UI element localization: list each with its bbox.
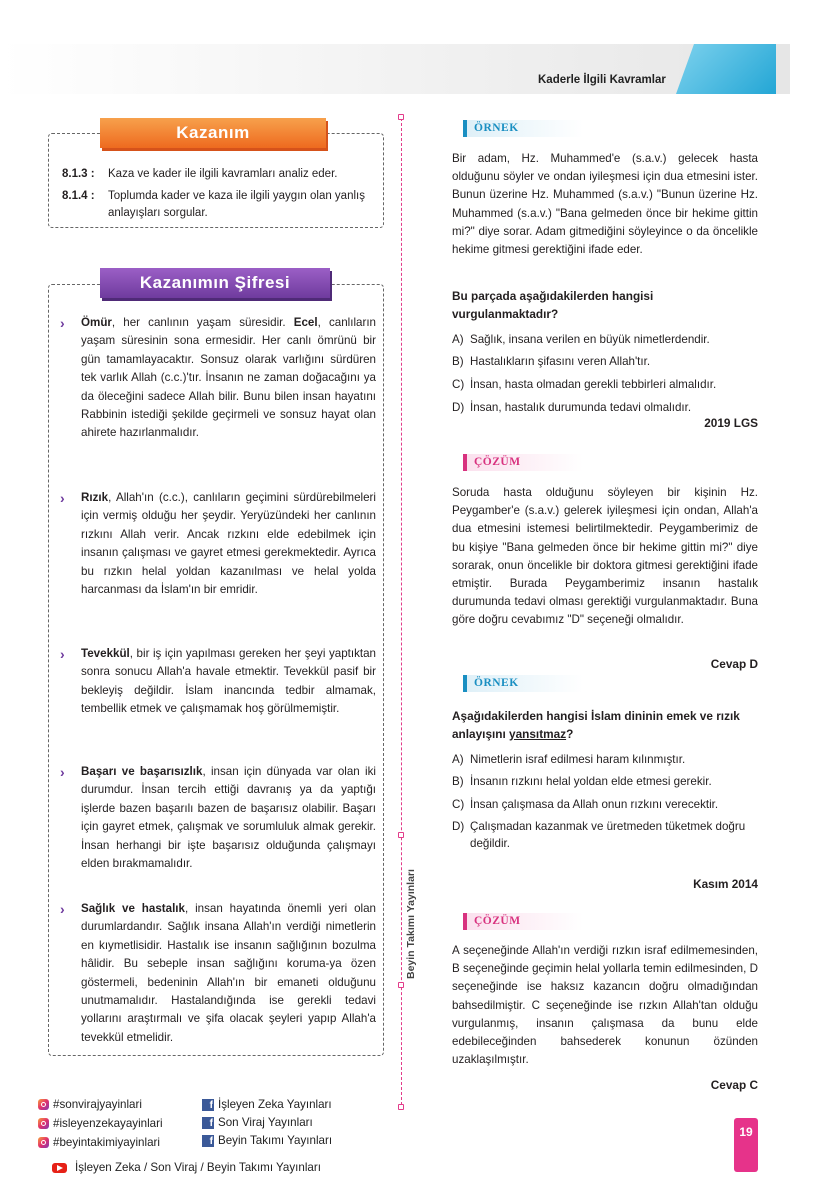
concept-entry-omur bbox=[60, 314, 376, 443]
option-text: Hastalıkların şifasını veren Allah'tır. bbox=[470, 355, 651, 368]
objective-item bbox=[62, 166, 370, 183]
question-text: Bu parçada aşağıdakilerden hangisi vurgulanmaktadır? bbox=[452, 289, 654, 321]
concept-text: , canlıların yaşam süresinin sona ermesidir. Her canlı ömrünü bir gün tamamlayacaktır. Sonsuz olarak varlığını sürdüren tek varlık Allah (c.c.)'tır. İnsanın ne zaman doğacağını ya da öleceğini sadece Allah bilir. Bunu bilen insan hayatını Rabbinin istediği şekilde geçirmeli ve sonsuz hayat olan ahirete hazırlanmalıdır. bbox=[81, 316, 376, 440]
concept-entry-basari bbox=[60, 763, 376, 873]
solution-text: Soruda hasta olduğunu söyleyen bir kişinin Hz. Peygamber'e (s.a.v.) gelerek iyileşmesi için ondan, Allah'a dua etmesini istemesi belirtilmektedir. Peygamberimiz de bu kişiye "Bana gelmeden önce bir hekime gittin mi?" diye sorarak, onun öncelikle bir doktora gitmesi gerektiğini ifade etmiştir. Burada Peygamberimiz insanın hastalık durumunda tedavi olması gerektiği vurgulanmaktadır. Buna göre doğru cevabımız "D" seçeneği olmalıdır. bbox=[452, 486, 758, 627]
question-source: 2019 LGS bbox=[704, 416, 758, 430]
instagram-handle: #isleyenzekayayinlari bbox=[53, 1117, 163, 1130]
instagram-icon bbox=[38, 1118, 49, 1129]
question-part: Aşağıdakilerden hangisi İslam dininin emek ve rızık anlayışını bbox=[452, 709, 740, 741]
option-letter: B) bbox=[452, 355, 464, 368]
instagram-handle: #sonvirajyayinlari bbox=[53, 1098, 142, 1111]
question-source: Kasım 2014 bbox=[693, 877, 758, 891]
facebook-page-name: Son Viraj Yayınları bbox=[218, 1116, 313, 1129]
page-number: 19 bbox=[734, 1118, 758, 1172]
objective-code: 8.1.4 : bbox=[62, 190, 95, 202]
solution-text: A seçeneğinde Allah'ın verdiği rızkın israf edilmemesinden, B seçeneğinde geçimin helal yollarla temin edilmesinden, D seçeneğinde ise haksız kazancın doğru olmadığından bahsedilmiştir. C seçeneğinde ise rızkın Allah'tan olduğu vurgulanmış, insanın çalışmasa da bunu elde edebileceğinden bahsederek konunun özünden uzaklaşılmıştır. bbox=[452, 944, 758, 1067]
chevron-right-icon: › bbox=[60, 901, 65, 917]
facebook-page-name: Beyin Takımı Yayınları bbox=[218, 1134, 333, 1147]
option-text: İnsan, hastalık durumunda tedavi olmalıdır. bbox=[470, 401, 692, 414]
cozum-tag: ÇÖZÜM bbox=[463, 913, 583, 930]
facebook-link[interactable] bbox=[202, 1134, 332, 1147]
question-part: ? bbox=[566, 727, 574, 741]
facebook-link[interactable] bbox=[202, 1116, 313, 1129]
option-text: İnsanın rızkını helal yoldan elde etmesi gerekir. bbox=[470, 775, 712, 788]
instagram-link[interactable] bbox=[38, 1136, 160, 1149]
facebook-page-name: İşleyen Zeka Yayınları bbox=[218, 1098, 332, 1111]
concept-text: , insan için dünyada var olan iki durumdur. İnsan tercih ettiği davranış ya da yaptığı işlerde bazen başarılı bazen de başarısız olabilir. Başarı için gayret etmek, çalışmak ve sorumluluk almak gerekir. İnsan herhangi bir işte başarısız olduğunda çalışmayı elden bırakmamalıdır. bbox=[81, 765, 376, 871]
concept-term: Başarı ve başarısızlık bbox=[81, 765, 203, 778]
concept-text: , bir iş için yapılması gereken her şeyi yaptıktan sonra sonucu Allah'a havale etmektir. Tevekkül pasif bir bekleyiş değildir. İslam inancında tedbir almamak, tembellik etmek ve çalışmamak hoş görülmemiştir. bbox=[81, 647, 376, 716]
option-letter: C) bbox=[452, 378, 465, 391]
chevron-right-icon: › bbox=[60, 315, 65, 331]
kazanim-title: Kazanım bbox=[100, 118, 326, 148]
objective-code: 8.1.3 : bbox=[62, 168, 95, 180]
concept-text: , insan hayatında önemli yeri olan durumlardandır. Sağlık insana Allah'ın verdiği nimetlerin en kıymetlisidir. Hastalık ise insanın sağlığının bozulma hâlidir. Bu sebeple insan sağlığını koruma-ya özen göstermeli, bedeninin Allah'ın bir emaneti olduğunu unutmamalıdır. Hastalandığında ise gerekli tedavi yollarını araştırmalı ve şifa olacak şeyleri yapıp Allah'a tevekkül etmelidir. bbox=[81, 902, 376, 1044]
option-text: İnsan, hasta olmadan gerekli tebbirleri almalıdır. bbox=[470, 378, 717, 391]
answer-option bbox=[452, 353, 758, 370]
divider-marker bbox=[398, 1104, 404, 1110]
divider-marker bbox=[398, 832, 404, 838]
concept-entry-rizik bbox=[60, 489, 376, 599]
option-letter: B) bbox=[452, 775, 464, 788]
concept-term: Rızık bbox=[81, 491, 109, 504]
facebook-link[interactable] bbox=[202, 1098, 332, 1111]
concept-text: , Allah'ın (c.c.), canlıların geçimini sürdürebilmeleri için vermiş olduğu her şeydir. Yeryüzündeki her canlının rızkını Allah verir. Ancak rızkını elde edebilmek için insanın çalışması ve gayret etmesi gerekmektedir. Ayrıca bu rızkın helal yoldan kazanılması ve helal yolda harcanması da İslam'ın bir emridir. bbox=[81, 491, 376, 597]
chevron-right-icon: › bbox=[60, 764, 65, 780]
answer-option bbox=[452, 376, 758, 393]
page-header-title: Kaderle İlgili Kavramlar bbox=[538, 74, 666, 86]
kazanim-sifresi-title: Kazanımın Şifresi bbox=[100, 268, 330, 298]
concept-entry-saglik bbox=[60, 900, 376, 1047]
answer-option bbox=[452, 773, 758, 790]
option-text: Çalışmadan kazanmak ve üretmeden tüketmek doğru değildir. bbox=[470, 820, 746, 850]
option-letter: D) bbox=[452, 820, 465, 833]
option-letter: D) bbox=[452, 401, 465, 414]
instagram-link[interactable] bbox=[38, 1098, 142, 1111]
concept-term: Ömür bbox=[81, 316, 112, 329]
answer-label: Cevap C bbox=[710, 1078, 758, 1092]
instagram-icon bbox=[38, 1099, 49, 1110]
header-band bbox=[0, 44, 790, 94]
concept-term: Tevekkül bbox=[81, 647, 130, 660]
answer-option bbox=[452, 751, 758, 768]
column-divider bbox=[401, 118, 402, 1110]
chevron-right-icon: › bbox=[60, 490, 65, 506]
example-text: Bir adam, Hz. Muhammed'e (s.a.v.) gelecek hasta olduğunu söyler ve ondan iyileşmesi için dua etmesini ister. Bunun üzerine Hz. Muhammed (s.a.v.) "Bunun üzerine Hz. Muhammed (s.a.v.) "Bana gelmeden önce bir hekime gittin mi?" diye sorar. Adam gitmediğini söyleyince o da öncelikle hekime gitmesi gerektiğini ifade eder. bbox=[452, 152, 758, 257]
concept-term: Ecel bbox=[293, 316, 318, 329]
divider-marker bbox=[398, 114, 404, 120]
chevron-right-icon: › bbox=[60, 646, 65, 662]
youtube-link[interactable] bbox=[52, 1161, 321, 1174]
objective-text: Kaza ve kader ile ilgili kavramları analiz eder. bbox=[108, 168, 338, 180]
objective-item bbox=[62, 188, 370, 222]
option-letter: A) bbox=[452, 753, 464, 766]
divider-marker bbox=[398, 982, 404, 988]
question-emphasis: yansıtmaz bbox=[509, 727, 567, 741]
option-text: Sağlık, insana verilen en büyük nimetlerdendir. bbox=[470, 333, 710, 346]
question-text bbox=[452, 707, 758, 743]
option-text: Nimetlerin israf edilmesi haram kılınmıştır. bbox=[470, 753, 686, 766]
concept-term: Sağlık ve hastalık bbox=[81, 902, 185, 915]
youtube-channel-name: İşleyen Zeka / Son Viraj / Beyin Takımı Yayınları bbox=[75, 1161, 321, 1174]
publisher-side-label: Beyin Takımı Yayınları bbox=[405, 869, 417, 979]
concept-entry-tevekkul bbox=[60, 645, 376, 719]
answer-option bbox=[452, 796, 758, 813]
ornek-tag: ÖRNEK bbox=[463, 120, 583, 137]
concept-text: , her canlının yaşam süresidir. bbox=[111, 316, 294, 329]
objective-text: Toplumda kader ve kaza ile ilgili yaygın olan yanlış anlayışları sorgular. bbox=[108, 190, 365, 219]
ornek-tag: ÖRNEK bbox=[463, 675, 583, 692]
answer-option bbox=[452, 331, 758, 348]
instagram-link[interactable] bbox=[38, 1117, 163, 1130]
answer-option bbox=[452, 399, 758, 416]
youtube-icon bbox=[52, 1163, 67, 1173]
cozum-tag: ÇÖZÜM bbox=[463, 454, 583, 471]
answer-label: Cevap D bbox=[710, 657, 758, 671]
facebook-icon: f bbox=[202, 1135, 214, 1147]
instagram-icon bbox=[38, 1137, 49, 1148]
answer-option bbox=[452, 818, 758, 852]
instagram-handle: #beyintakimiyayinlari bbox=[53, 1136, 160, 1149]
facebook-icon: f bbox=[202, 1117, 214, 1129]
facebook-icon: f bbox=[202, 1099, 214, 1111]
option-letter: C) bbox=[452, 798, 465, 811]
option-letter: A) bbox=[452, 333, 464, 346]
option-text: İnsan çalışmasa da Allah onun rızkını verecektir. bbox=[470, 798, 719, 811]
